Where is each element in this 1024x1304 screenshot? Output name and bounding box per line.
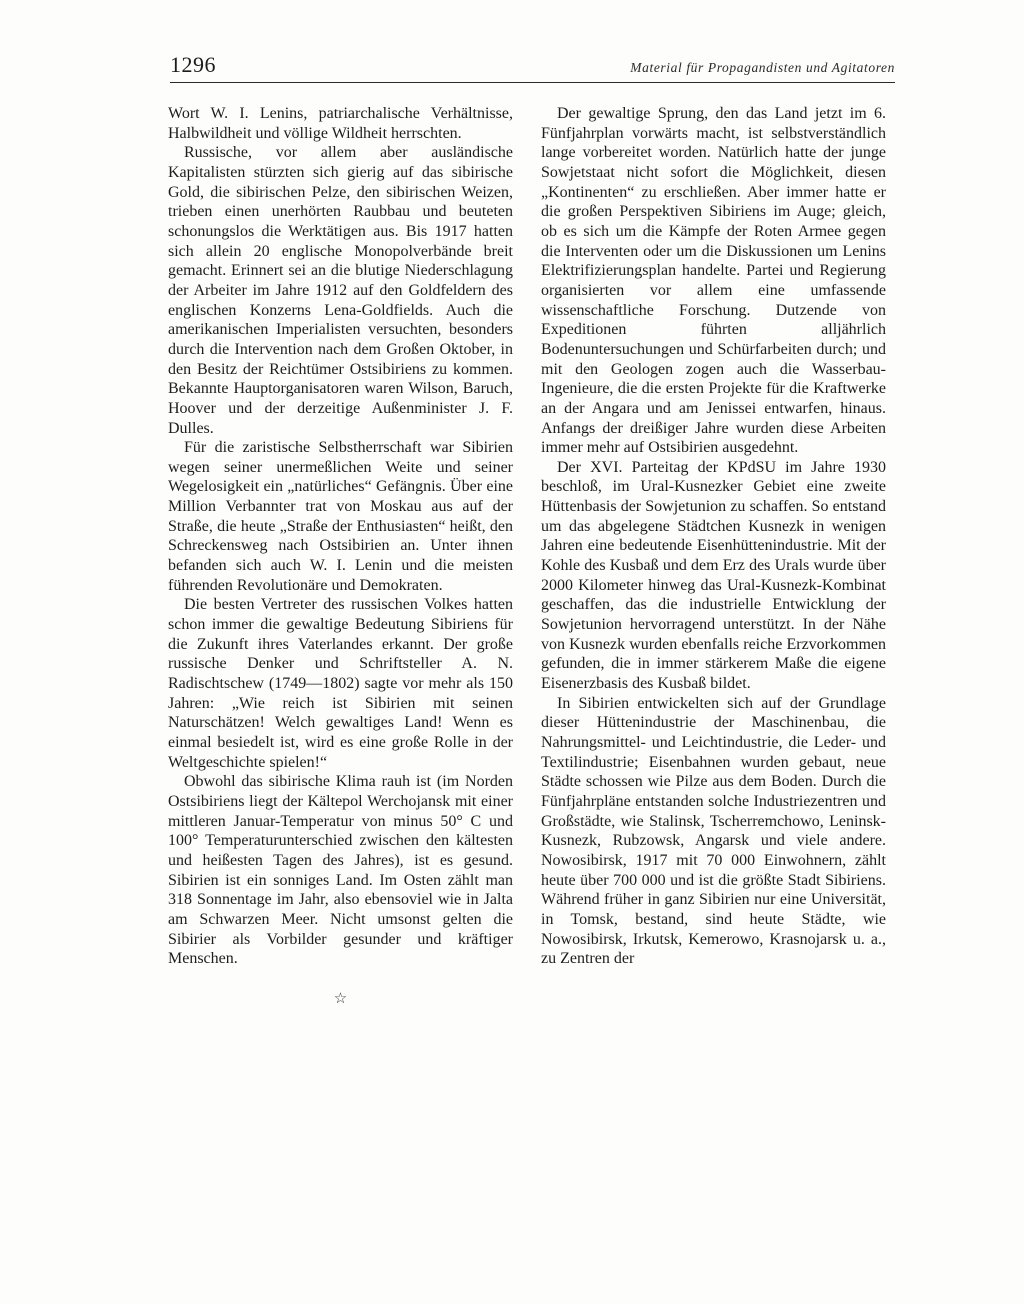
paragraph: Für die zaristische Selbstherrschaft war Sibirien wegen seiner unermeßlichen Weite und seiner Wegelosigkeit ein „natürliches“ Gefängnis. Über eine Million Verbannter trat von Moskau aus auf der Straße, die heute „Straße der Enthusiasten“ heißt, den Schreckensweg nach Ostsibirien an. Unter ihnen befanden sich auch W. I. Lenin und die meisten führenden Revolutionäre und Demokraten. (168, 439, 513, 594)
running-head: Material für Propagandisten und Agitatoren (630, 60, 895, 75)
paragraph: Der gewaltige Sprung, den das Land jetzt im 6. Fünfjahrplan vorwärts macht, ist selbstverständlich lange vorbereitet worden. Natürlich hatte der junge Sowjetstaat nicht sofort die Möglichkeit, diesen „Kontinenten“ zu erschließen. Aber immer hatte er die großen Perspektiven Sibiriens im Auge; gleich, ob es sich um die Kämpfe der Roten Armee gegen die Interventen oder um die Diskussionen um Lenins Elektrifizierungsplan handelte. Partei und Regierung organisierten vor allem eine umfassende wissenschaftliche Forschung. Dutzende von Expeditionen führten alljährlich Bodenuntersuchungen und Schürfarbeiten durch; und mit den Geologen zogen auch die Wasserbau-Ingenieure, die die ersten Projekte für die Kraftwerke an der Angara und am Jenissei entwarfen, hinaus. Anfangs der dreißiger Jahre wurden diese Arbeiten immer mehr auf Ostsibirien ausgedehnt. (541, 105, 886, 457)
section-separator-star: ☆ (333, 988, 348, 1007)
paragraph: Die besten Vertreter des russischen Volkes hatten schon immer die gewaltige Bedeutung Sibiriens für die Zukunft ihres Vaterlandes erkannt. Der große russische Denker und Schriftsteller A. N. Radischtschew (1749—1802) sagte vor mehr als 150 Jahren: „Wie reich ist Sibirien mit seinen Naturschätzen! Welch gewaltiges Land! Wenn es einmal besiedelt ist, wird es eine große Rolle in der Weltgeschichte spielen!“ (168, 596, 513, 771)
page-header (170, 52, 895, 86)
paragraph: Wort W. I. Lenins, patriarchalische Verhältnisse, Halbwildheit und völlige Wildheit herrschten. (168, 105, 513, 142)
paragraph: In Sibirien entwickelten sich auf der Grundlage dieser Hüttenindustrie der Maschinenbau, die Nahrungsmittel- und Leichtindustrie, die Leder- und Textilindustrie; Eisenbahnen wurden gebaut, neue Städte schossen wie Pilze aus dem Boden. Durch die Fünfjahrpläne entstanden solche Industriezentren und Großstädte, wie Stalinsk, Tscherremchowo, Leninsk-Kusnezk, Rubzowsk, Angarsk und viele andere. Nowosibirsk, 1917 mit 70 000 Einwohnern, zählt heute über 700 000 und ist die größte Stadt Sibiriens. Während früher in ganz Sibirien nur eine Universität, in Tomsk, bestand, sind heute Städte, wie Nowosibirsk, Irkutsk, Kemerowo, Krasnojarsk u. a., zu Zentren der (541, 694, 886, 968)
paragraph: Obwohl das sibirische Klima rauh ist (im Norden Ostsibiriens liegt der Kältepol Werchojansk mit einer mittleren Januar-Temperatur von minus 50° C und 100° Temperaturunterschied zwischen den kältesten und heißesten Tagen des Jahres), ist es gesund. Sibirien ist ein sonniges Land. Im Osten zählt man 318 Sonnentage im Jahr, also ebensoviel wie in Jalta am Schwarzen Meer. Nicht umsonst gelten die Sibirier als Vorbilder gesunder und kräftiger Menschen. (168, 773, 513, 968)
page-number: 1296 (170, 52, 216, 77)
left-column (168, 104, 513, 1009)
header-rule (170, 82, 895, 83)
paragraph: Russische, vor allem aber ausländische Kapitalisten stürzten sich gierig auf das sibirische Gold, die sibirischen Pelze, den sibirischen Weizen, trieben einen unerhörten Raubbau und beuteten schonungslos die Werktätigen aus. Bis 1917 hatten sich allein 20 englische Monopolverbände breit gemacht. Erinnert sei an die blutige Niederschlagung der Arbeiter im Jahre 1912 auf den Goldfeldern des englischen Konzerns Lena-Goldfields. Auch die amerikanischen Imperialisten versuchten, besonders durch die Intervention nach dem Großen Oktober, in den Besitz der Reichtümer Ostsibiriens zu kommen. Bekannte Hauptorganisatoren waren Wilson, Baruch, Hoover und der derzeitige Außenminister J. F. Dulles. (168, 144, 513, 437)
paragraph: Der XVI. Parteitag der KPdSU im Jahre 1930 beschloß, im Ural-Kusnezker Gebiet eine zweite Hüttenbasis der Sowjetunion zu schaffen. So entstand um das abgelegene Städtchen Kusnezk in wenigen Jahren eine bedeutende Eisenhüttenindustrie. Mit der Kohle des Kusbaß und dem Erz des Urals wurde über 2000 Kilometer hinweg das Ural-Kusnezk-Kombinat geschaffen, das die industrielle Entwicklung der Sowjetunion hervorragend unterstützt. In der Nähe von Kusnezk wurden ebenfalls reiche Erzvorkommen gefunden, die in immer stärkerem Maße die eigene Eisenerzbasis des Kusbaß bildet. (541, 458, 886, 693)
right-column (541, 104, 886, 969)
